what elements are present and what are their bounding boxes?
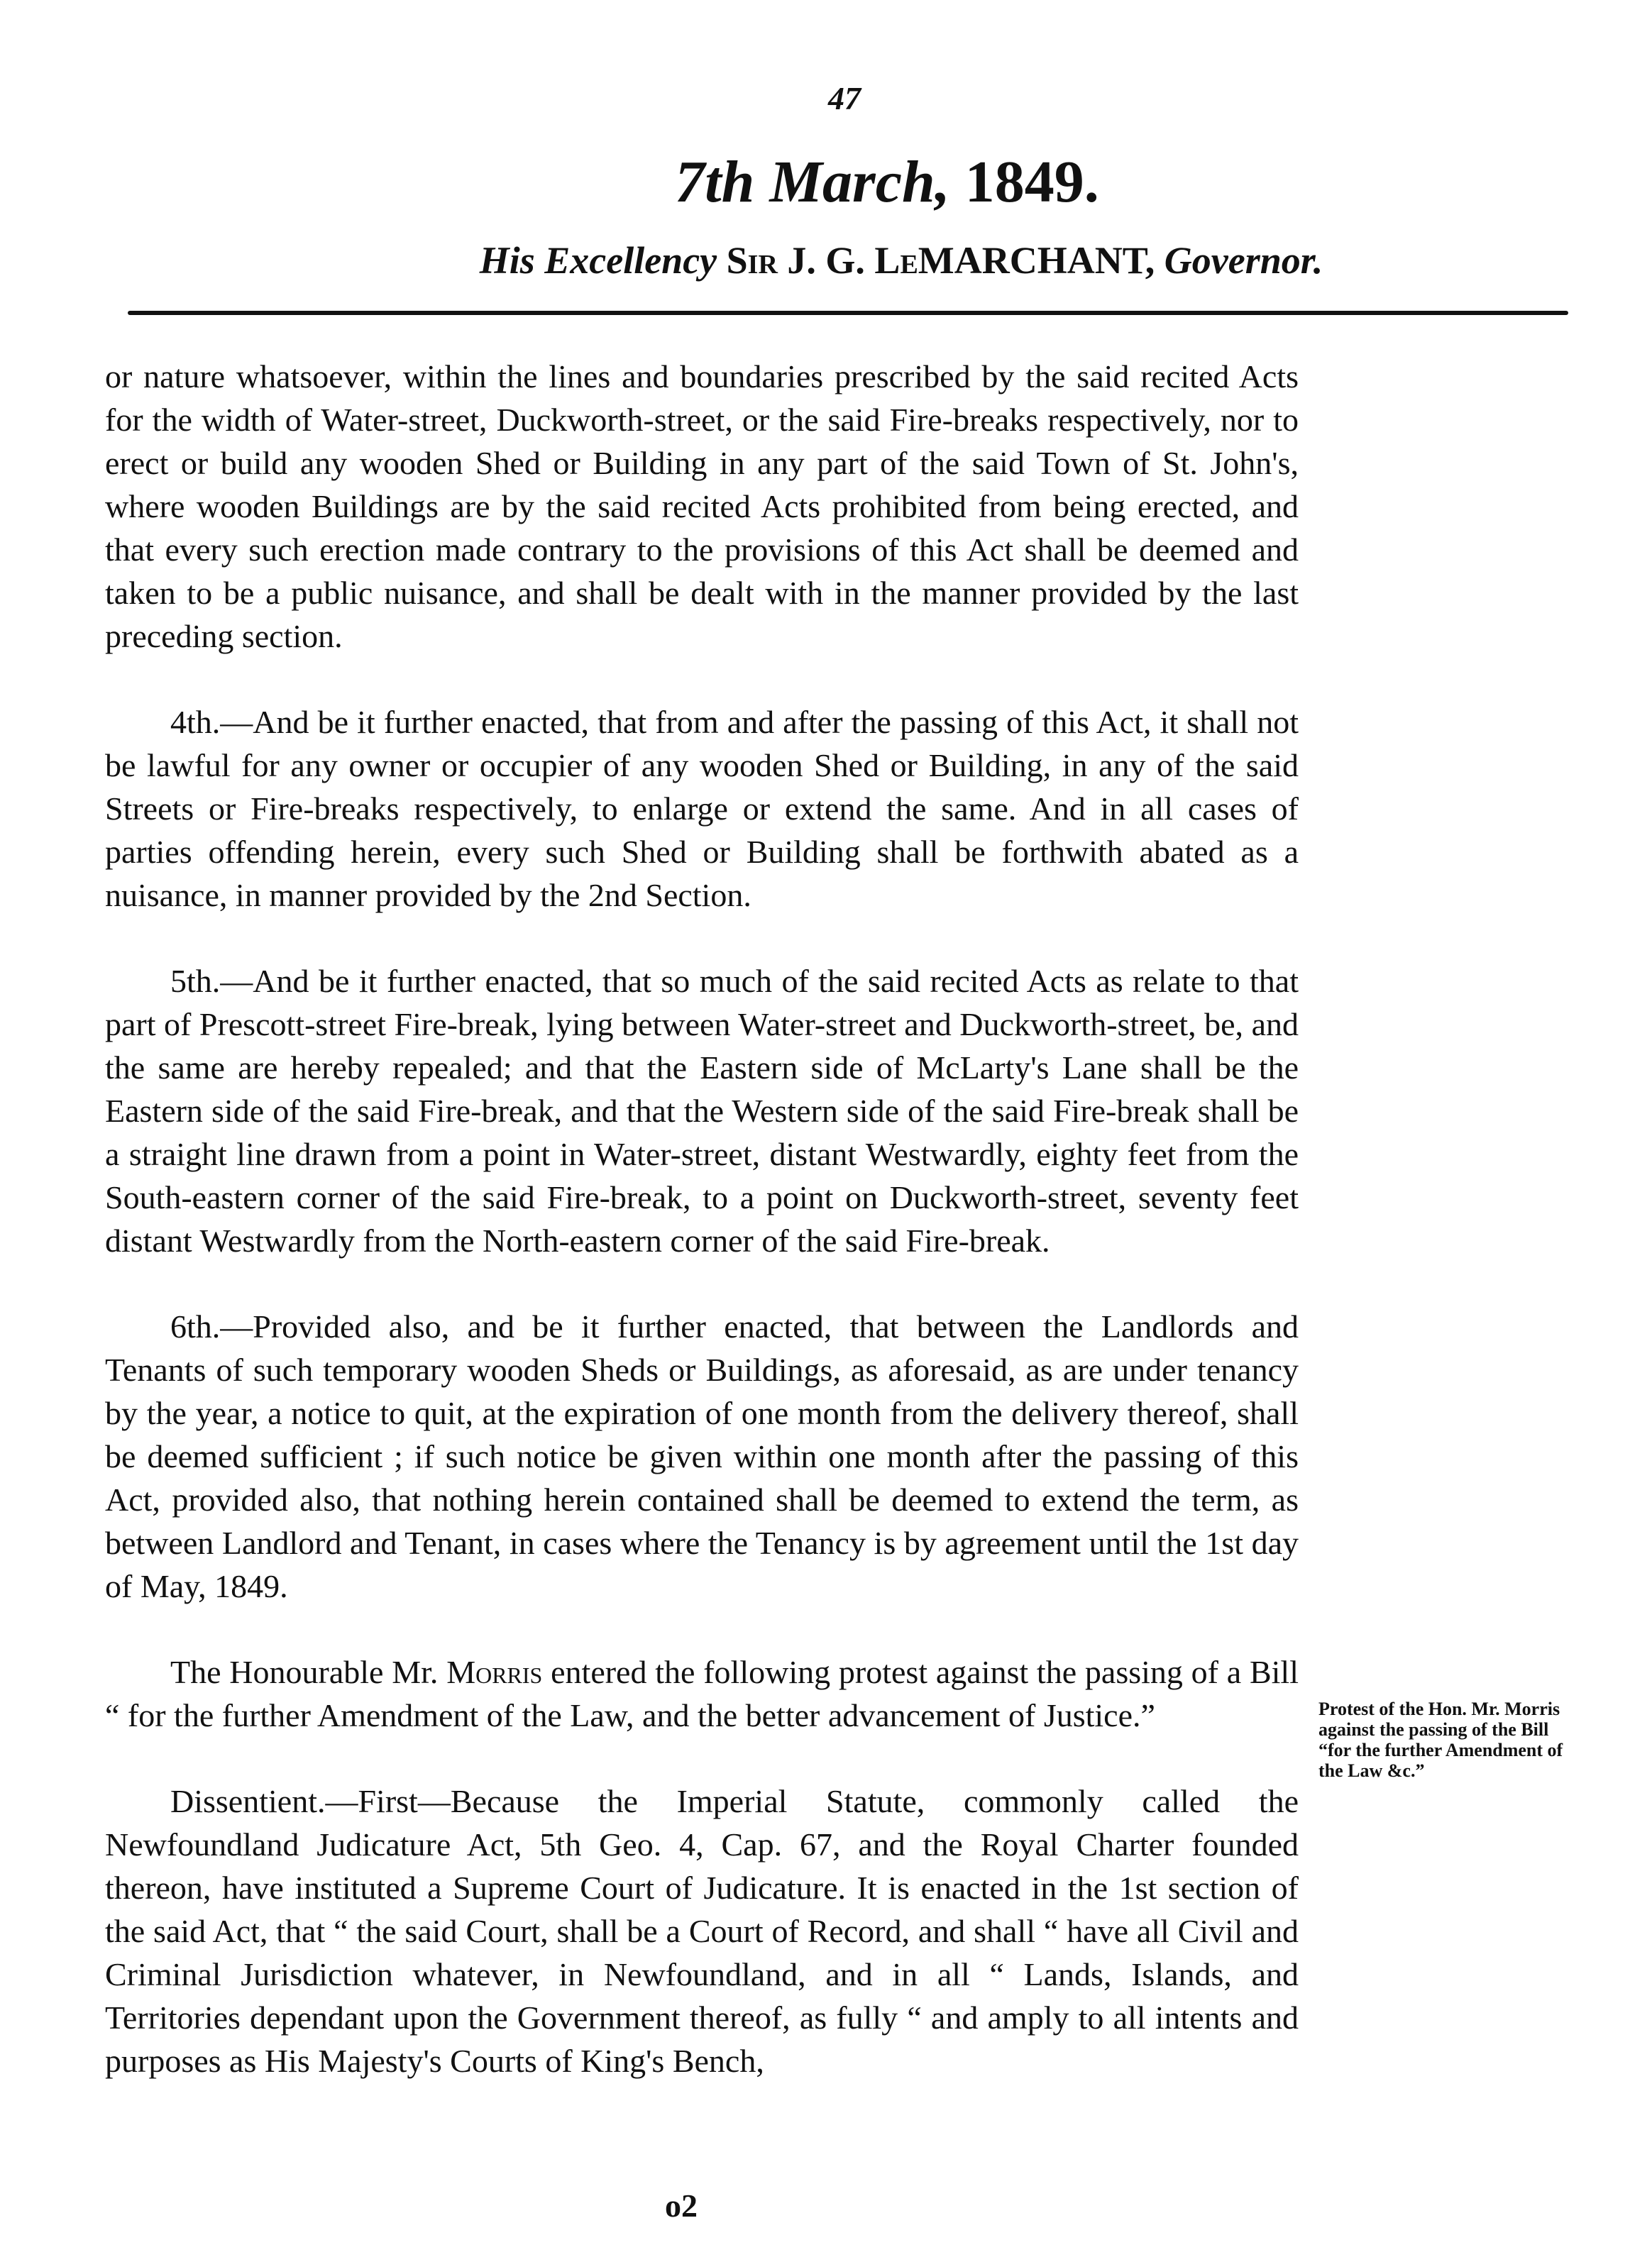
governor-initials: J. G. xyxy=(787,239,865,282)
date-year: 1849. xyxy=(964,149,1099,215)
governor-role: Governor. xyxy=(1164,239,1323,282)
page-number: 47 xyxy=(828,80,861,116)
paragraph-protest-intro xyxy=(105,1650,1299,1737)
governor-title: His Excellency xyxy=(479,239,717,282)
date-day: 7th xyxy=(675,149,755,215)
header-rule xyxy=(128,311,1568,315)
governor-sir: Sir xyxy=(726,239,778,282)
protest-intro-start: The Honourable Mr. xyxy=(170,1654,439,1690)
paragraph-dissentient: Dissentient.—First—Because the Imperial Statute, commonly called the Newfoundland Judicature Act, 5th Geo. 4, Cap. 67, and the Royal Charter founded thereon, have instituted a Supreme Court of Judicature. It is enacted in the 1st section of the said Act, that “ the said Court, shall be a Court of Record, and shall “ have all Civil and Criminal Jurisdiction whatever, in Newfoundland, and in all “ Lands, Islands, and Territories dependant upon the Government thereof, as fully “ and amply to all intents and purposes as His Majesty's Courts of King's Bench, xyxy=(105,1783,1299,2079)
document-body xyxy=(105,355,1299,2082)
paragraph-section-6: 6th.—Provided also, and be it further enacted, that between the Landlords and Tenants of such temporary wooden Sheds or Buildings, as aforesaid, as are under tenancy by the year, a notice to quit, at the expiration of one month from the delivery thereof, shall be deemed sufficient ; if such notice be given within one month after the passing of this Act, provided also, that nothing herein contained shall be deemed to extend the term, as between Landlord and Tenant, in cases where the Tenancy is by agreement until the 1st day of May, 1849. xyxy=(105,1308,1299,1604)
governor-line xyxy=(397,238,1405,282)
paragraph-section-5: 5th.—And be it further enacted, that so much of the said recited Acts as relate to that part of Prescott-street Fire-break, lying between Water-street and Duckworth-street, be, and the same are hereby repealed; and that the Eastern side of McLarty's Lane shall be the Eastern side of the said Fire-break, and that the Western side of the said Fire-break shall be a straight line drawn from a point in Water-street, distant Westwardly, eighty feet from the South-eastern corner of the said Fire-break, to a point on Duckworth-street, seventy feet distant Westwardly from the North-eastern corner of the said Fire-break. xyxy=(105,963,1299,1259)
paragraph-section-4: 4th.—And be it further enacted, that from and after the passing of this Act, it shall not be lawful for any owner or occupier of any wooden Shed or Building, in any of the said Streets or Fire-breaks respectively, to enlarge or extend the same. And in all cases of parties offending herein, every such Shed or Building shall be forthwith abated as a nuisance, in manner provided by the 2nd Section. xyxy=(105,704,1299,913)
protest-member-name: Morris xyxy=(446,1654,543,1690)
session-date-heading xyxy=(497,148,1277,216)
protest-intro-rest: entered the following protest against the passing of a Bill “ for the further Amendment of the Law, and the better advancement of Justice.” xyxy=(105,1654,1299,1733)
paragraph-continuation: or nature whatsoever, within the lines and boundaries prescribed by the said recited Acts for the width of Water-street, Duckworth-street, or the said Fire-breaks respectively, nor to erect or build any wooden Shed or Building in any part of the said Town of St. John's, where wooden Buildings are by the said recited Acts prohibited from being erected, and that every such erection made contrary to the provisions of this Act shall be deemed and taken to be a public nuisance, and shall be dealt with in the manner provided by the last preceding section. xyxy=(105,358,1299,654)
date-month: March, xyxy=(769,149,950,215)
governor-le: Le xyxy=(874,239,918,282)
margin-note: Protest of the Hon. Mr. Morris against the passing of the Bill “for the further Amendment of the Law &c.” xyxy=(1318,1699,1563,1781)
governor-surname: MARCHANT, xyxy=(918,239,1155,282)
printer-signature-mark: o2 xyxy=(665,2187,698,2224)
